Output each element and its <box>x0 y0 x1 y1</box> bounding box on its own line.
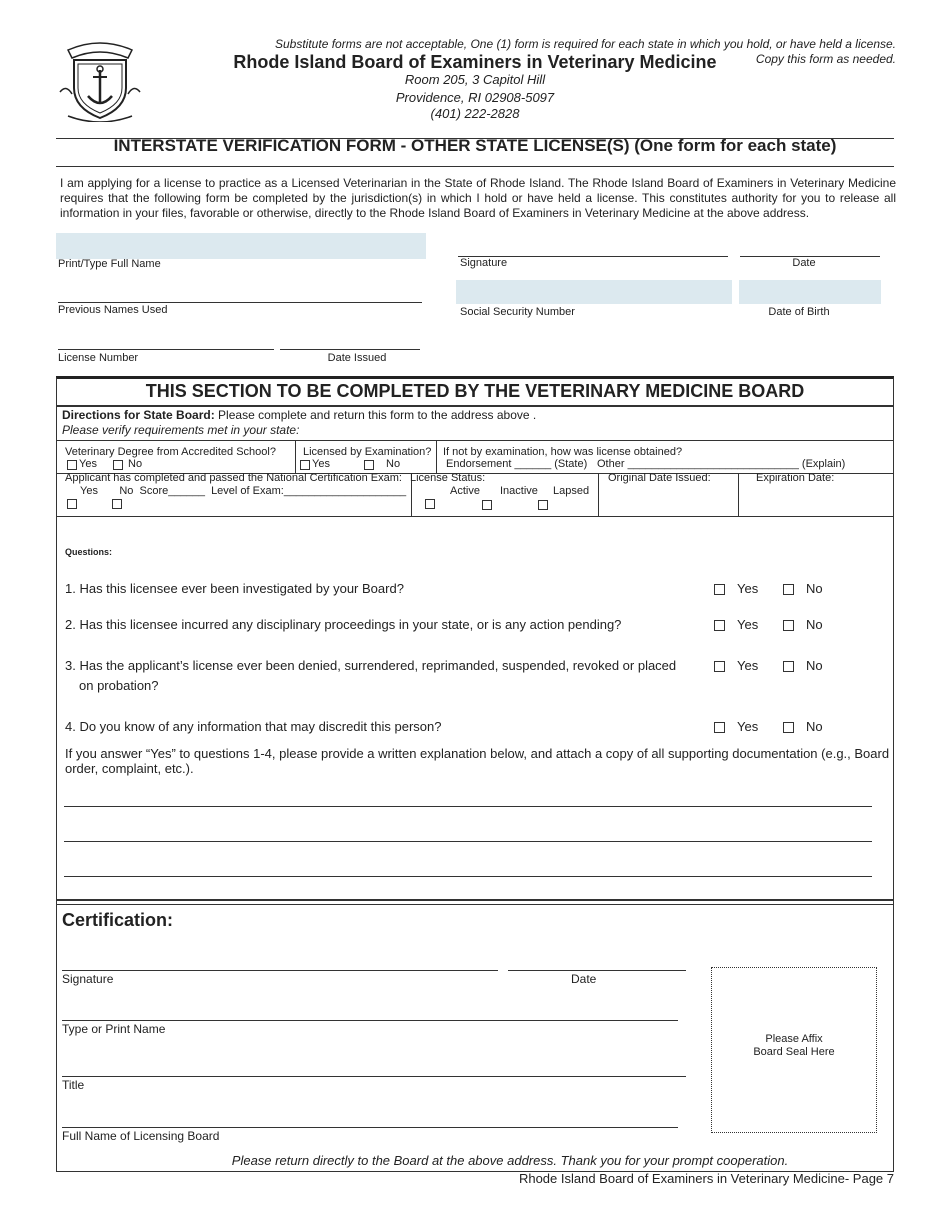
cert-title-line[interactable] <box>62 1076 686 1077</box>
cert-print-name-label: Type or Print Name <box>62 1022 166 1036</box>
previous-names-input[interactable] <box>58 302 422 303</box>
question-2: 2. Has this licensee incurred any disciplinary proceedings in your state, or is any action pending? <box>65 617 622 632</box>
degree-yes-checkbox[interactable] <box>67 460 77 470</box>
license-status-label: License Status: <box>410 472 486 484</box>
status-active-checkbox[interactable] <box>482 500 492 510</box>
other-field[interactable]: Other ____________________________ (Explain) <box>597 458 846 470</box>
ncexam-options[interactable]: Yes No Score______ Level of Exam:____________________ <box>80 485 407 497</box>
notice-line-1: Substitute forms are not acceptable, One (1) form is required for each state in which you hold, or have held a license. <box>275 37 896 51</box>
q1-no-checkbox[interactable] <box>783 584 794 595</box>
not-exam-label: If not by examination, how was license obtained? <box>443 446 683 458</box>
dob-input[interactable] <box>739 280 881 304</box>
cert-board-name-label: Full Name of Licensing Board <box>62 1129 220 1143</box>
exam-no-label: No <box>386 458 401 470</box>
row2-divider-3 <box>738 473 739 516</box>
date-issued-label: Date Issued <box>327 352 387 364</box>
degree-yes-label: Yes <box>79 458 97 470</box>
state-seal-logo <box>58 36 142 122</box>
explanation-instructions: If you answer “Yes” to questions 1-4, please provide a written explanation below, and attach a copy of all supporting documentation (e.g., Board order, complaint, etc.). <box>65 746 890 776</box>
questions-heading: Questions: <box>65 547 113 557</box>
ncexam-label: Applicant has completed and passed the National Certification Exam: <box>65 472 402 484</box>
degree-label: Veterinary Degree from Accredited School? <box>65 446 276 458</box>
degree-no-checkbox[interactable] <box>113 460 123 470</box>
cert-board-name-line[interactable] <box>62 1127 678 1128</box>
q2-yes-label: Yes <box>737 617 759 632</box>
row1-divider-2 <box>436 441 437 473</box>
address-room: Room 205, 3 Capitol Hill <box>404 72 546 87</box>
explanation-line-2[interactable] <box>64 841 872 842</box>
directions-body: Please complete and return this form to the address above . <box>218 408 537 422</box>
address-city: Providence, RI 02908-5097 <box>395 90 555 105</box>
q1-yes-label: Yes <box>737 581 759 596</box>
ssn-input[interactable] <box>456 280 732 304</box>
dob-label: Date of Birth <box>768 306 830 318</box>
ncexam-no-checkbox[interactable] <box>112 499 122 509</box>
cert-signature-label: Signature <box>62 972 114 986</box>
certification-double-rule-1 <box>56 899 894 901</box>
question-4: 4. Do you know of any information that may discredit this person? <box>65 719 442 734</box>
row1-divider-1 <box>295 441 296 473</box>
exam-yes-checkbox[interactable] <box>300 460 310 470</box>
explanation-line-1[interactable] <box>64 806 872 807</box>
q1-yes-checkbox[interactable] <box>714 584 725 595</box>
exam-yes-label: Yes <box>312 458 330 470</box>
status-lapsed-label: Lapsed <box>553 485 590 497</box>
board-name-heading: Rhode Island Board of Examiners in Veterinary Medicine <box>233 52 717 72</box>
certification-double-rule-2 <box>56 904 894 905</box>
explanation-line-3[interactable] <box>64 876 872 877</box>
status-active-label: Active <box>450 485 480 497</box>
certification-heading: Certification: <box>62 910 174 930</box>
q4-no-label: No <box>806 719 823 734</box>
title-rule-bottom <box>56 166 894 167</box>
board-title-rule <box>56 405 894 407</box>
ncexam-yes-checkbox[interactable] <box>67 499 77 509</box>
q4-yes-label: Yes <box>737 719 759 734</box>
cert-print-name-line[interactable] <box>62 1020 678 1021</box>
q1-no-label: No <box>806 581 823 596</box>
full-name-label: Print/Type Full Name <box>58 258 161 270</box>
row2-divider-2 <box>598 473 599 516</box>
date-issued-input[interactable] <box>280 349 420 350</box>
q3-no-label: No <box>806 658 823 673</box>
q3-no-checkbox[interactable] <box>783 661 794 672</box>
exam-no-checkbox[interactable] <box>364 460 374 470</box>
signature-label: Signature <box>460 257 508 269</box>
degree-no-label: No <box>128 458 143 470</box>
notice-line-2: Copy this form as needed. <box>755 52 896 66</box>
directions-line2: Please verify requirements met in your state: <box>62 423 300 437</box>
exam-label: Licensed by Examination? <box>303 446 432 458</box>
endorsement-field[interactable]: Endorsement ______ (State) <box>446 458 588 470</box>
expiration-date-label: Expiration Date: <box>756 472 835 484</box>
q4-yes-checkbox[interactable] <box>714 722 725 733</box>
full-name-input[interactable] <box>56 233 426 259</box>
form-title: INTERSTATE VERIFICATION FORM - OTHER STATE LICENSE(S) (One form for each state) <box>113 136 837 155</box>
seal-text-line-2: Board Seal Here <box>753 1046 835 1058</box>
question-1: 1. Has this licensee ever been investigated by your Board? <box>65 581 404 596</box>
intro-paragraph: I am applying for a license to practice as a Licensed Veterinarian in the State of Rhode Island. The Rhode Island Board of Examiners in Veterinary Medicine requires that the following form be completed by the jurisdiction(s) in which I hold or have held a license. This constitutes authority for you to release all information in your files, favorable or otherwise, directly to the Rhode Island Board of Examiners in Veterinary Medicine at the above address. <box>60 176 896 220</box>
previous-names-label: Previous Names Used <box>58 304 168 316</box>
status-blank-checkbox[interactable] <box>425 499 435 509</box>
directions-heading: Directions for State Board: <box>62 408 215 422</box>
original-date-label: Original Date Issued: <box>608 472 711 484</box>
q3-yes-checkbox[interactable] <box>714 661 725 672</box>
q3-yes-label: Yes <box>737 658 759 673</box>
status-inactive-label: Inactive <box>500 485 538 497</box>
q4-no-checkbox[interactable] <box>783 722 794 733</box>
license-number-input[interactable] <box>58 349 274 350</box>
ssn-label: Social Security Number <box>460 306 575 318</box>
board-section-title: THIS SECTION TO BE COMPLETED BY THE VETERINARY MEDICINE BOARD <box>145 381 805 401</box>
status-lapsed-checkbox[interactable] <box>538 500 548 510</box>
phone-number: (401) 222-2828 <box>430 106 520 121</box>
cert-signature-line[interactable] <box>62 970 498 971</box>
cert-title-label: Title <box>62 1078 85 1092</box>
date-label: Date <box>792 257 816 269</box>
cert-date-label: Date <box>571 972 597 986</box>
license-number-label: License Number <box>58 352 139 364</box>
return-note: Please return directly to the Board at the above address. Thank you for your prompt cooperation. <box>231 1153 789 1168</box>
cert-date-line[interactable] <box>508 970 686 971</box>
page-footer: Rhode Island Board of Examiners in Veterinary Medicine- Page 7 <box>518 1171 894 1186</box>
question-3-cont: on probation? <box>79 678 159 693</box>
directions-rule <box>56 440 894 441</box>
question-3: 3. Has the applicant’s license ever been denied, surrendered, reprimanded, suspended, revoked or placed <box>65 658 677 673</box>
q2-no-label: No <box>806 617 823 632</box>
row2-rule <box>56 516 894 517</box>
q2-yes-checkbox[interactable] <box>714 620 725 631</box>
seal-text-line-1: Please Affix <box>765 1033 823 1045</box>
q2-no-checkbox[interactable] <box>783 620 794 631</box>
directions-text <box>62 408 536 422</box>
